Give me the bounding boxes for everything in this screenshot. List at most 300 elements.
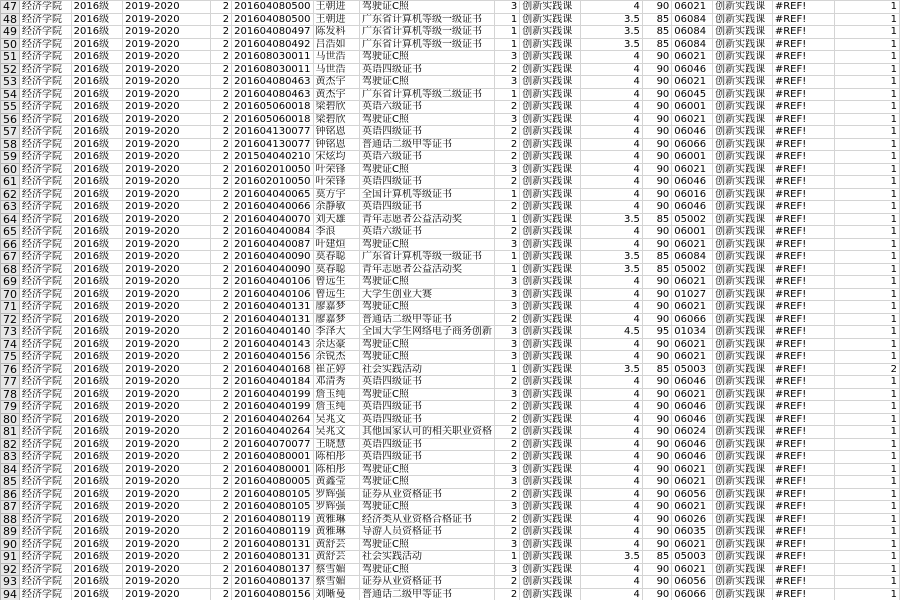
table-cell[interactable]: 1 — [834, 476, 899, 489]
table-cell[interactable]: 1 — [834, 276, 899, 289]
table-cell[interactable]: 3 — [494, 51, 519, 64]
table-cell[interactable]: 4 — [580, 488, 642, 501]
table-cell[interactable]: 90 — [642, 413, 671, 426]
table-cell[interactable]: 2016级 — [71, 451, 122, 464]
table-cell[interactable]: 2 — [210, 551, 231, 564]
table-cell[interactable]: 1 — [834, 376, 899, 389]
table-cell[interactable]: 201605060018 — [232, 101, 313, 114]
table-cell[interactable]: 2 — [210, 76, 231, 89]
table-cell[interactable]: 2 — [834, 363, 899, 376]
table-cell[interactable]: 2 — [494, 63, 519, 76]
row-header[interactable]: 52 — [1, 63, 20, 76]
table-cell[interactable]: 1 — [834, 188, 899, 201]
row-header[interactable]: 66 — [1, 238, 20, 251]
table-cell[interactable]: 创新实践课 — [520, 463, 581, 476]
table-cell[interactable]: 余锐杰 — [313, 351, 359, 364]
table-cell[interactable]: 宋炫均 — [313, 151, 359, 164]
table-cell[interactable]: 2 — [210, 201, 231, 214]
table-cell[interactable]: 2 — [210, 563, 231, 576]
row-header[interactable]: 81 — [1, 426, 20, 439]
table-cell[interactable]: 创新实践课 — [713, 88, 773, 101]
table-cell[interactable]: 1 — [834, 488, 899, 501]
table-cell[interactable]: 4 — [580, 526, 642, 539]
table-cell[interactable]: 广东省计算机等级一级证书 — [359, 26, 494, 39]
table-cell[interactable]: 驾驶证C照 — [359, 501, 494, 514]
table-cell[interactable]: 06021 — [672, 351, 713, 364]
table-cell[interactable]: 2019-2020 — [123, 201, 211, 214]
table-cell[interactable]: 黄雅琳 — [313, 513, 359, 526]
table-cell[interactable]: 3.5 — [580, 38, 642, 51]
table-cell[interactable]: 创新实践课 — [520, 101, 581, 114]
table-cell[interactable]: 1 — [494, 88, 519, 101]
table-cell[interactable]: #REF! — [772, 551, 834, 564]
table-cell[interactable]: 1 — [834, 226, 899, 239]
table-cell[interactable]: 2 — [494, 313, 519, 326]
table-cell[interactable]: 4 — [580, 138, 642, 151]
table-cell[interactable]: 余静敏 — [313, 201, 359, 214]
table-cell[interactable]: 06021 — [672, 538, 713, 551]
table-cell[interactable]: 英语四级证书 — [359, 438, 494, 451]
table-cell[interactable]: 经济学院 — [20, 163, 72, 176]
table-cell[interactable]: 201604040084 — [232, 226, 313, 239]
table-cell[interactable]: #REF! — [772, 413, 834, 426]
table-cell[interactable]: 创新实践课 — [713, 563, 773, 576]
table-cell[interactable]: 3 — [494, 163, 519, 176]
table-cell[interactable]: 201604040090 — [232, 263, 313, 276]
table-cell[interactable]: 06084 — [672, 13, 713, 26]
table-cell[interactable]: 06084 — [672, 251, 713, 264]
table-cell[interactable]: 2019-2020 — [123, 451, 211, 464]
table-cell[interactable]: 05003 — [672, 363, 713, 376]
table-cell[interactable]: 1 — [834, 13, 899, 26]
table-cell[interactable]: 2 — [210, 13, 231, 26]
table-cell[interactable]: 90 — [642, 288, 671, 301]
row-header[interactable]: 73 — [1, 326, 20, 339]
table-cell[interactable]: 1 — [834, 401, 899, 414]
table-cell[interactable]: 经济类从业资格合格证书 — [359, 513, 494, 526]
table-cell[interactable]: #REF! — [772, 238, 834, 251]
table-cell[interactable]: 2019-2020 — [123, 488, 211, 501]
table-cell[interactable]: 梁碧欣 — [313, 101, 359, 114]
table-cell[interactable]: 2016级 — [71, 201, 122, 214]
table-cell[interactable]: 2019-2020 — [123, 576, 211, 589]
table-cell[interactable]: #REF! — [772, 501, 834, 514]
table-cell[interactable]: 2 — [210, 351, 231, 364]
table-cell[interactable]: 2016级 — [71, 551, 122, 564]
table-cell[interactable]: 2 — [210, 363, 231, 376]
table-cell[interactable]: 2 — [210, 338, 231, 351]
table-cell[interactable]: 创新实践课 — [713, 276, 773, 289]
table-cell[interactable]: 2 — [210, 138, 231, 151]
table-cell[interactable]: 90 — [642, 301, 671, 314]
table-cell[interactable]: 06046 — [672, 413, 713, 426]
table-cell[interactable]: 1 — [834, 438, 899, 451]
table-cell[interactable]: 经济学院 — [20, 51, 72, 64]
table-cell[interactable]: 经济学院 — [20, 213, 72, 226]
table-cell[interactable]: 创新实践课 — [520, 513, 581, 526]
table-cell[interactable]: 经济学院 — [20, 188, 72, 201]
table-cell[interactable]: 201608030011 — [232, 51, 313, 64]
table-cell[interactable]: #REF! — [772, 538, 834, 551]
table-cell[interactable]: 1 — [834, 101, 899, 114]
table-cell[interactable]: 创新实践课 — [520, 251, 581, 264]
row-header[interactable]: 70 — [1, 288, 20, 301]
table-cell[interactable]: 3 — [494, 276, 519, 289]
table-cell[interactable]: 1 — [834, 463, 899, 476]
table-cell[interactable]: 05002 — [672, 213, 713, 226]
row-header[interactable]: 92 — [1, 563, 20, 576]
table-cell[interactable]: 1 — [834, 263, 899, 276]
table-cell[interactable]: 廖嘉梦 — [313, 301, 359, 314]
table-cell[interactable]: 钟铭恩 — [313, 138, 359, 151]
table-cell[interactable]: 201604080497 — [232, 26, 313, 39]
table-cell[interactable]: 06001 — [672, 151, 713, 164]
table-cell[interactable]: 3 — [494, 326, 519, 339]
table-cell[interactable]: #REF! — [772, 1, 834, 14]
table-cell[interactable]: 驾驶证C照 — [359, 563, 494, 576]
table-cell[interactable]: 驾驶证C照 — [359, 301, 494, 314]
row-header[interactable]: 65 — [1, 226, 20, 239]
table-cell[interactable]: 创新实践课 — [713, 76, 773, 89]
table-cell[interactable]: 广东省计算机等级一级证书 — [359, 13, 494, 26]
table-cell[interactable]: 201604040131 — [232, 313, 313, 326]
table-cell[interactable]: 创新实践课 — [520, 213, 581, 226]
table-cell[interactable]: 2016级 — [71, 26, 122, 39]
table-cell[interactable]: 1 — [834, 576, 899, 589]
row-header[interactable]: 78 — [1, 388, 20, 401]
table-cell[interactable]: 经济学院 — [20, 276, 72, 289]
table-cell[interactable]: 3.5 — [580, 363, 642, 376]
row-header[interactable]: 93 — [1, 576, 20, 589]
table-cell[interactable]: 1 — [834, 413, 899, 426]
table-cell[interactable]: 2 — [494, 126, 519, 139]
table-cell[interactable]: #REF! — [772, 113, 834, 126]
table-cell[interactable]: 创新实践课 — [520, 376, 581, 389]
table-cell[interactable]: 2 — [210, 463, 231, 476]
table-cell[interactable]: 3 — [494, 76, 519, 89]
table-cell[interactable]: 201604130077 — [232, 138, 313, 151]
table-cell[interactable]: 1 — [834, 176, 899, 189]
table-cell[interactable]: 2 — [494, 138, 519, 151]
table-cell[interactable]: 社会实践活动 — [359, 363, 494, 376]
table-cell[interactable]: #REF! — [772, 313, 834, 326]
table-cell[interactable]: 创新实践课 — [713, 26, 773, 39]
table-cell[interactable]: 2 — [494, 426, 519, 439]
table-cell[interactable]: 创新实践课 — [713, 401, 773, 414]
table-cell[interactable]: 90 — [642, 313, 671, 326]
table-cell[interactable]: 创新实践课 — [713, 163, 773, 176]
table-cell[interactable]: 创新实践课 — [713, 51, 773, 64]
table-cell[interactable]: 创新实践课 — [713, 301, 773, 314]
table-cell[interactable]: 驾驶证C照 — [359, 476, 494, 489]
table-cell[interactable]: 1 — [834, 513, 899, 526]
table-cell[interactable]: 创新实践课 — [713, 138, 773, 151]
table-cell[interactable]: 曾远生 — [313, 276, 359, 289]
table-cell[interactable]: 罗辉强 — [313, 501, 359, 514]
table-cell[interactable]: 2019-2020 — [123, 401, 211, 414]
table-cell[interactable]: #REF! — [772, 288, 834, 301]
table-cell[interactable]: 90 — [642, 563, 671, 576]
table-cell[interactable]: 2016级 — [71, 138, 122, 151]
table-cell[interactable]: 2019-2020 — [123, 563, 211, 576]
table-cell[interactable]: 2016级 — [71, 476, 122, 489]
table-cell[interactable]: 黄杰宇 — [313, 88, 359, 101]
table-cell[interactable]: 2016级 — [71, 63, 122, 76]
table-cell[interactable]: 驾驶证C照 — [359, 113, 494, 126]
table-cell[interactable]: 黄杰宇 — [313, 76, 359, 89]
table-cell[interactable]: #REF! — [772, 13, 834, 26]
table-cell[interactable]: 创新实践课 — [520, 76, 581, 89]
table-cell[interactable]: 2019-2020 — [123, 101, 211, 114]
table-cell[interactable]: 经济学院 — [20, 263, 72, 276]
table-cell[interactable]: 4 — [580, 313, 642, 326]
table-cell[interactable]: 广东省计算机等级二级证书 — [359, 88, 494, 101]
table-cell[interactable]: 2016级 — [71, 376, 122, 389]
table-cell[interactable]: 创新实践课 — [713, 388, 773, 401]
table-cell[interactable]: 06021 — [672, 76, 713, 89]
table-cell[interactable]: 创新实践课 — [713, 1, 773, 14]
table-cell[interactable]: 2019-2020 — [123, 113, 211, 126]
table-cell[interactable]: 2 — [210, 63, 231, 76]
row-header[interactable]: 59 — [1, 151, 20, 164]
table-cell[interactable]: 经济学院 — [20, 76, 72, 89]
row-header[interactable]: 64 — [1, 213, 20, 226]
table-cell[interactable]: 201504040210 — [232, 151, 313, 164]
table-cell[interactable]: 06016 — [672, 188, 713, 201]
table-cell[interactable]: 3 — [494, 113, 519, 126]
table-cell[interactable]: 创新实践课 — [520, 276, 581, 289]
table-cell[interactable]: 2019-2020 — [123, 88, 211, 101]
table-cell[interactable]: 2 — [210, 301, 231, 314]
table-cell[interactable]: 创新实践课 — [520, 88, 581, 101]
table-cell[interactable]: 创新实践课 — [520, 588, 581, 600]
table-cell[interactable]: 4 — [580, 88, 642, 101]
table-cell[interactable]: 4 — [580, 451, 642, 464]
table-cell[interactable]: 2019-2020 — [123, 188, 211, 201]
table-cell[interactable]: 2 — [494, 176, 519, 189]
table-cell[interactable]: 普通话二级甲等证书 — [359, 588, 494, 600]
table-cell[interactable]: 2 — [210, 288, 231, 301]
table-cell[interactable]: 经济学院 — [20, 476, 72, 489]
table-cell[interactable]: 06045 — [672, 88, 713, 101]
row-header[interactable]: 79 — [1, 401, 20, 414]
table-cell[interactable]: #REF! — [772, 338, 834, 351]
table-cell[interactable]: 4 — [580, 401, 642, 414]
table-cell[interactable]: 3 — [494, 351, 519, 364]
table-cell[interactable]: 2 — [494, 151, 519, 164]
table-cell[interactable]: 2 — [210, 376, 231, 389]
table-cell[interactable]: 创新实践课 — [713, 588, 773, 600]
row-header[interactable]: 84 — [1, 463, 20, 476]
table-cell[interactable]: 201604080131 — [232, 551, 313, 564]
table-cell[interactable]: 201604080005 — [232, 476, 313, 489]
table-cell[interactable]: 201604080119 — [232, 513, 313, 526]
table-cell[interactable]: 创新实践课 — [520, 113, 581, 126]
table-cell[interactable]: 06046 — [672, 126, 713, 139]
table-cell[interactable]: 3 — [494, 501, 519, 514]
table-cell[interactable]: 创新实践课 — [520, 13, 581, 26]
row-header[interactable]: 74 — [1, 338, 20, 351]
table-cell[interactable]: 1 — [834, 113, 899, 126]
table-cell[interactable]: 创新实践课 — [713, 488, 773, 501]
table-cell[interactable]: 2019-2020 — [123, 526, 211, 539]
table-cell[interactable]: 4 — [580, 513, 642, 526]
table-cell[interactable]: 06021 — [672, 163, 713, 176]
table-cell[interactable]: 2 — [210, 88, 231, 101]
table-cell[interactable]: 经济学院 — [20, 576, 72, 589]
row-header[interactable]: 61 — [1, 176, 20, 189]
table-cell[interactable]: 刘天雄 — [313, 213, 359, 226]
table-cell[interactable]: 2016级 — [71, 413, 122, 426]
table-cell[interactable]: 2019-2020 — [123, 126, 211, 139]
table-cell[interactable]: 创新实践课 — [713, 288, 773, 301]
table-cell[interactable]: 经济学院 — [20, 38, 72, 51]
table-cell[interactable]: 06021 — [672, 301, 713, 314]
row-header[interactable]: 67 — [1, 251, 20, 264]
table-cell[interactable]: 06046 — [672, 438, 713, 451]
table-cell[interactable]: 85 — [642, 551, 671, 564]
table-cell[interactable]: 2016级 — [71, 588, 122, 600]
table-cell[interactable]: #REF! — [772, 163, 834, 176]
table-cell[interactable]: 叶荣锋 — [313, 176, 359, 189]
table-cell[interactable]: 廖嘉梦 — [313, 313, 359, 326]
table-cell[interactable]: 经济学院 — [20, 588, 72, 600]
table-cell[interactable]: 4 — [580, 288, 642, 301]
table-cell[interactable]: #REF! — [772, 138, 834, 151]
table-cell[interactable]: 1 — [834, 388, 899, 401]
table-cell[interactable]: 06021 — [672, 113, 713, 126]
table-cell[interactable]: 06046 — [672, 176, 713, 189]
table-cell[interactable]: 2 — [494, 588, 519, 600]
row-header[interactable]: 62 — [1, 188, 20, 201]
table-cell[interactable]: 4 — [580, 576, 642, 589]
table-cell[interactable]: 创新实践课 — [713, 513, 773, 526]
row-header[interactable]: 55 — [1, 101, 20, 114]
table-cell[interactable]: 3 — [494, 301, 519, 314]
table-cell[interactable]: 1 — [834, 76, 899, 89]
table-cell[interactable]: 经济学院 — [20, 563, 72, 576]
table-cell[interactable]: 3 — [494, 1, 519, 14]
table-cell[interactable]: 4 — [580, 76, 642, 89]
table-cell[interactable]: 201604080105 — [232, 488, 313, 501]
table-cell[interactable]: 邓清秀 — [313, 376, 359, 389]
row-header[interactable]: 69 — [1, 276, 20, 289]
table-cell[interactable]: 2019-2020 — [123, 463, 211, 476]
table-cell[interactable]: 2016级 — [71, 288, 122, 301]
table-cell[interactable]: 2019-2020 — [123, 63, 211, 76]
table-cell[interactable]: 06084 — [672, 38, 713, 51]
table-cell[interactable]: 2016级 — [71, 51, 122, 64]
table-cell[interactable]: 2019-2020 — [123, 338, 211, 351]
table-cell[interactable]: 201604040106 — [232, 276, 313, 289]
table-cell[interactable]: 马世浩 — [313, 51, 359, 64]
table-cell[interactable]: #REF! — [772, 388, 834, 401]
table-cell[interactable]: 201604080463 — [232, 88, 313, 101]
row-header[interactable]: 76 — [1, 363, 20, 376]
table-cell[interactable]: 创新实践课 — [520, 151, 581, 164]
table-cell[interactable]: 2016级 — [71, 426, 122, 439]
table-cell[interactable]: 06021 — [672, 238, 713, 251]
table-cell[interactable]: 90 — [642, 188, 671, 201]
table-cell[interactable]: 经济学院 — [20, 401, 72, 414]
table-cell[interactable]: 90 — [642, 438, 671, 451]
table-cell[interactable]: 2 — [210, 1, 231, 14]
table-cell[interactable]: 4 — [580, 501, 642, 514]
table-cell[interactable]: 2 — [210, 263, 231, 276]
table-cell[interactable]: 201604080463 — [232, 76, 313, 89]
table-cell[interactable]: 2019-2020 — [123, 151, 211, 164]
table-cell[interactable]: 3 — [494, 238, 519, 251]
table-cell[interactable]: 创新实践课 — [713, 413, 773, 426]
table-cell[interactable]: 陈柏彤 — [313, 463, 359, 476]
table-cell[interactable]: 驾驶证C照 — [359, 51, 494, 64]
table-cell[interactable]: 2019-2020 — [123, 163, 211, 176]
table-cell[interactable]: 经济学院 — [20, 426, 72, 439]
row-header[interactable]: 56 — [1, 113, 20, 126]
table-cell[interactable]: 创新实践课 — [520, 526, 581, 539]
table-cell[interactable]: 1 — [834, 301, 899, 314]
table-cell[interactable]: 经济学院 — [20, 538, 72, 551]
table-cell[interactable]: 创新实践课 — [713, 188, 773, 201]
table-cell[interactable]: #REF! — [772, 363, 834, 376]
table-cell[interactable]: 06021 — [672, 563, 713, 576]
table-cell[interactable]: 经济学院 — [20, 413, 72, 426]
row-header[interactable]: 77 — [1, 376, 20, 389]
table-cell[interactable]: 2 — [210, 238, 231, 251]
table-cell[interactable]: 2 — [494, 513, 519, 526]
table-cell[interactable]: 曾远生 — [313, 288, 359, 301]
table-cell[interactable]: 1 — [834, 338, 899, 351]
table-cell[interactable]: 1 — [834, 588, 899, 600]
table-cell[interactable]: 06084 — [672, 26, 713, 39]
table-cell[interactable]: 4 — [580, 226, 642, 239]
table-cell[interactable]: 证券从业资格证书 — [359, 488, 494, 501]
table-cell[interactable]: 2 — [210, 501, 231, 514]
table-cell[interactable]: 创新实践课 — [520, 1, 581, 14]
table-cell[interactable]: 创新实践课 — [520, 188, 581, 201]
table-cell[interactable]: 经济学院 — [20, 526, 72, 539]
table-cell[interactable]: 2016级 — [71, 188, 122, 201]
table-cell[interactable]: 1 — [834, 126, 899, 139]
table-cell[interactable]: 2019-2020 — [123, 13, 211, 26]
table-cell[interactable]: 经济学院 — [20, 238, 72, 251]
table-cell[interactable]: 英语四级证书 — [359, 451, 494, 464]
table-cell[interactable]: 2016级 — [71, 163, 122, 176]
table-cell[interactable]: 06035 — [672, 526, 713, 539]
table-cell[interactable]: 驾驶证C照 — [359, 538, 494, 551]
table-cell[interactable]: 驾驶证C照 — [359, 388, 494, 401]
row-header[interactable]: 91 — [1, 551, 20, 564]
table-cell[interactable]: 1 — [834, 51, 899, 64]
table-cell[interactable]: 2 — [210, 576, 231, 589]
table-cell[interactable]: 创新实践课 — [520, 351, 581, 364]
row-header[interactable]: 94 — [1, 588, 20, 600]
table-cell[interactable]: 经济学院 — [20, 13, 72, 26]
table-cell[interactable]: 2 — [210, 126, 231, 139]
table-cell[interactable]: 4 — [580, 51, 642, 64]
table-cell[interactable]: 创新实践课 — [520, 438, 581, 451]
table-cell[interactable]: 创新实践课 — [520, 288, 581, 301]
table-cell[interactable]: 2 — [210, 538, 231, 551]
table-cell[interactable]: 2 — [210, 226, 231, 239]
table-cell[interactable]: 90 — [642, 401, 671, 414]
table-cell[interactable]: 4 — [580, 376, 642, 389]
table-cell[interactable]: 1 — [494, 263, 519, 276]
table-cell[interactable]: 85 — [642, 38, 671, 51]
table-cell[interactable]: 经济学院 — [20, 438, 72, 451]
table-cell[interactable]: 经济学院 — [20, 113, 72, 126]
table-cell[interactable]: 创新实践课 — [520, 201, 581, 214]
